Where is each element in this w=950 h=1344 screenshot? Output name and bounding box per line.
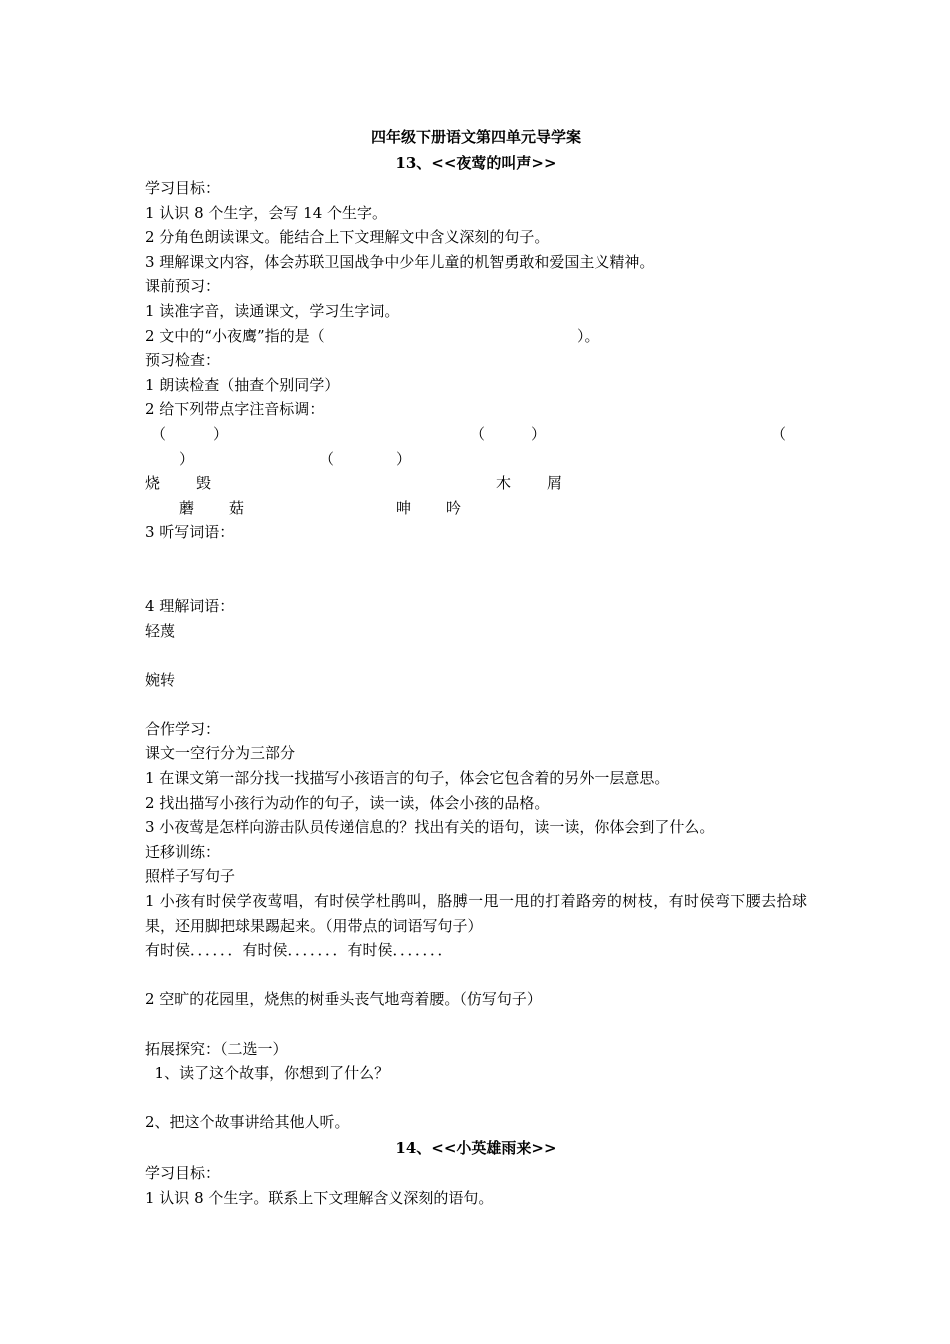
preview-question: 2 文中的“小夜鹰”指的是（ <box>145 326 325 345</box>
transfer-pattern: 有时侯．．．．．．有时侯．．．．．．．有时侯．．．．．．． <box>145 941 453 960</box>
preview-item-blank <box>145 324 807 349</box>
goal-item: 3 理解课文内容，体会苏联卫国战争中少年儿童的机智勇敢和爱国主义精神。 <box>145 252 655 271</box>
extend-option: 2、把这个故事讲给其他人听。 <box>145 1113 350 1132</box>
goal-item: 2 分角色朗读课文。能结合上下文理解文中含义深刻的句子。 <box>145 228 550 247</box>
char-mu: 木 <box>496 474 512 493</box>
understand-heading: 4 理解词语： <box>145 596 235 615</box>
coop-item: 2 找出描写小孩行为动作的句子，读一读，体会小孩的品格。 <box>145 793 550 812</box>
extend-option: 1、读了这个故事，你想到了什么？ <box>145 1064 390 1083</box>
goal-item: 1 认识 8 个生字，会写 14 个生字。 <box>145 203 388 222</box>
extend-heading: 拓展探究：（二选一） <box>145 1039 288 1058</box>
check-item: 1 朗读检查（抽查个别同学） <box>145 375 340 394</box>
document-title: 四年级下册语文第四单元导学案 <box>370 128 581 146</box>
goals-heading: 学习目标： <box>145 179 221 197</box>
blank-open: （ <box>151 424 167 443</box>
vocab-word: 婉转 <box>145 670 176 689</box>
dictation-heading: 3 听写词语： <box>145 523 235 542</box>
blank-close: ） <box>213 424 229 443</box>
pinyin-blank-row <box>145 422 807 447</box>
check-heading: 预习检查： <box>145 351 221 370</box>
transfer-exercise: 2 空旷的花园里，烧焦的树垂头丧气地弯着腰。（仿写句子） <box>145 990 542 1009</box>
coop-item: 3 小夜莺是怎样向游击队员传递信息的？找出有关的语句，读一读，你体会到了什么。 <box>145 818 715 837</box>
preview-heading: 课前预习： <box>145 277 221 296</box>
goals-heading: 学习目标： <box>145 1163 221 1182</box>
char-yin: 吟 <box>446 498 462 517</box>
transfer-subheading: 照样子写句子 <box>145 867 236 886</box>
char-gu: 菇 <box>229 498 245 517</box>
document-body <box>145 124 807 1210</box>
char-hui: 毁 <box>196 474 212 493</box>
coop-item: 课文一空行分为三部分 <box>145 744 296 763</box>
goal-item: 1 认识 8 个生字。联系上下文理解含义深刻的语句。 <box>145 1188 494 1207</box>
blank-open: （ <box>771 424 787 443</box>
char-mo: 蘑 <box>179 498 195 517</box>
char-shao: 烧 <box>145 474 161 493</box>
check-item: 2 给下列带点字注音标调： <box>145 400 325 419</box>
coop-item: 1 在课文第一部分找一找描写小孩语言的句子，体会它包含着的另外一层意思。 <box>145 769 670 788</box>
preview-blank-close: ）。 <box>577 326 600 345</box>
blank-close: ） <box>179 449 195 468</box>
character-row <box>145 471 807 496</box>
char-shen: 呻 <box>396 498 412 517</box>
preview-item: 1 读准字音，读通课文，学习生字词。 <box>145 301 400 320</box>
transfer-heading: 迁移训练： <box>145 842 221 861</box>
lesson-14-title: 14、<<小英雄雨来>> <box>395 1138 557 1157</box>
character-row <box>145 496 807 521</box>
blank-close: ） <box>531 424 547 443</box>
blank-open: （ <box>319 449 335 468</box>
pinyin-blank-row <box>145 447 807 472</box>
coop-heading: 合作学习： <box>145 719 221 738</box>
lesson-13-title: 13、<<夜莺的叫声>> <box>395 154 557 172</box>
char-xie: 屑 <box>547 474 563 493</box>
vocab-word: 轻蔑 <box>145 621 176 640</box>
blank-close: ） <box>396 449 412 468</box>
blank-open: （ <box>470 424 486 443</box>
transfer-exercise: 1 小孩有时侯学夜莺唱，有时侯学杜鹃叫，胳膊一甩一甩的打着路旁的树枝，有时侯弯下腰去拾球果，还用脚把球果踢起来。（用带点的词语写句子） <box>145 892 807 935</box>
